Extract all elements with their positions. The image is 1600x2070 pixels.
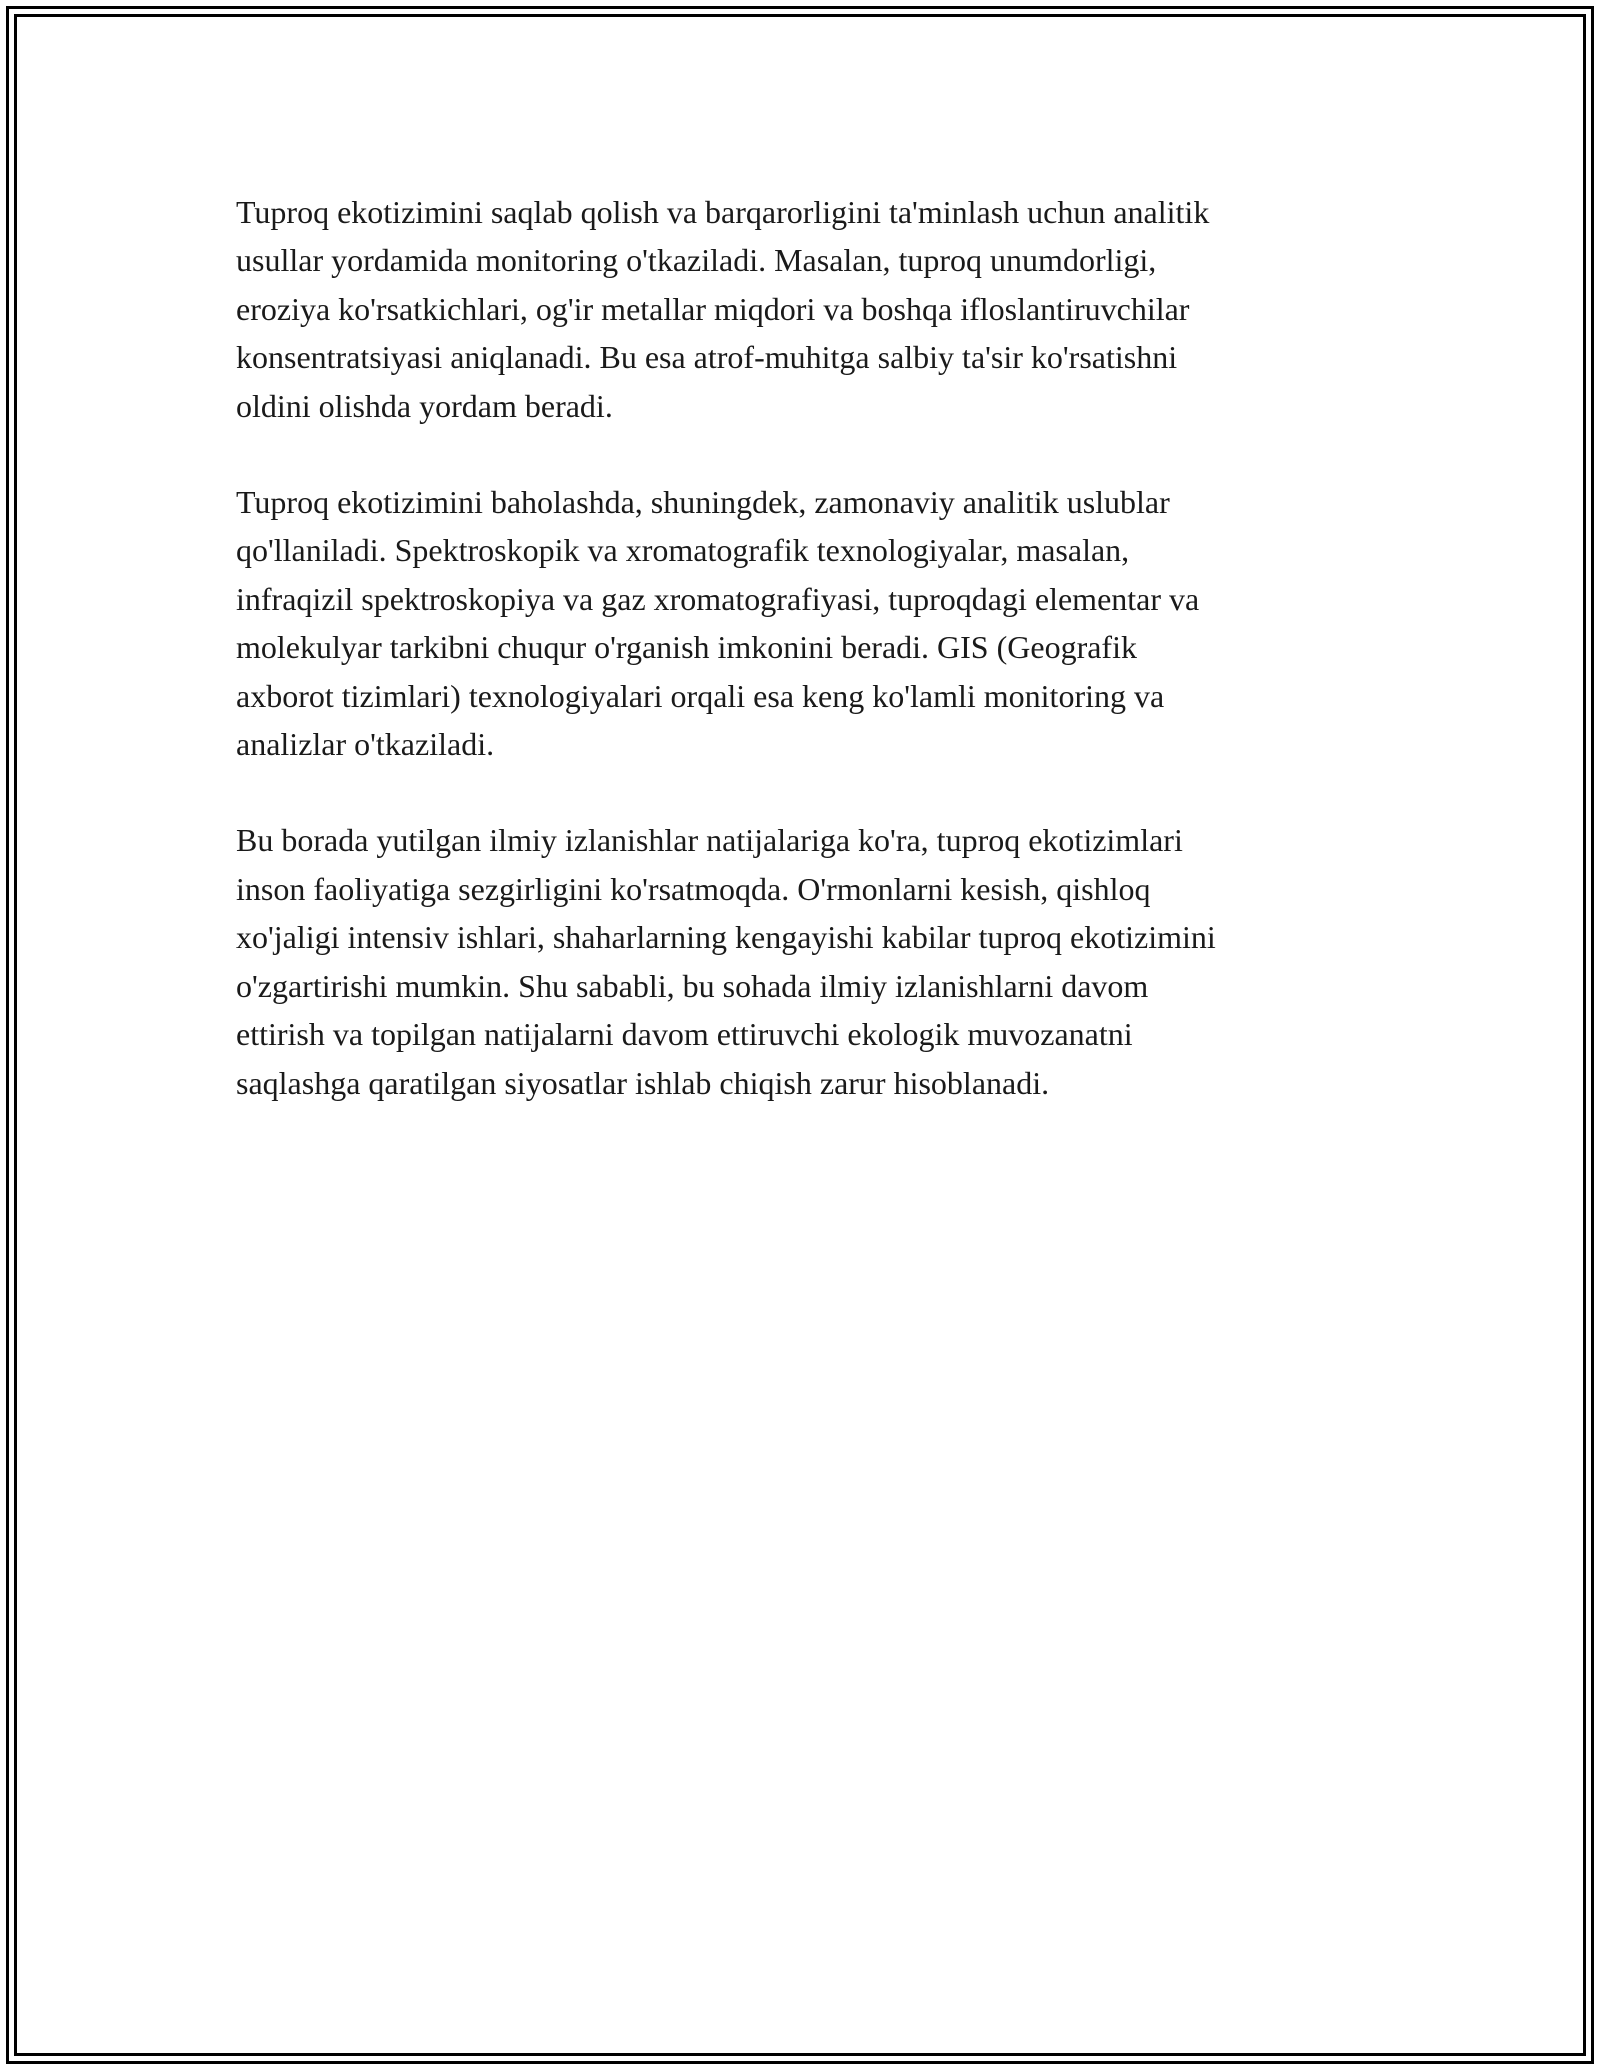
paragraph-2: Tuproq ekotizimini baholashda, shuningdek, zamonaviy analitik uslublar qo'llaniladi. Spektroskopik va xromatografik texnologiyalar, masalan, infraqizil spektroskopiya va gaz xromatografiyasi, tuproqdagi elementar va molekulyar tarkibni chuqur o'rganish imkonini beradi. GIS (Geografik axborot tizimlari) texnologiyalari orqali esa keng ko'lamli monitoring va analizlar o'tkaziladi.: [236, 484, 1200, 763]
document-body: [236, 188, 1364, 1155]
paragraph-1: Tuproq ekotizimini saqlab qolish va barqarorligini ta'minlash uchun analitik usullar yordamida monitoring o'tkaziladi. Masalan, tuproq unumdorligi, eroziya ko'rsatkichlari, og'ir metallar miqdori va boshqa ifloslantiruvchilar konsentratsiyasi aniqlanadi. Bu esa atrof-muhitga salbiy ta'sir ko'rsatishni oldini olishda yordam beradi.: [236, 194, 1210, 424]
paragraph-3: Bu borada yutilgan ilmiy izlanishlar natijalariga ko'ra, tuproq ekotizimlari inson faoliyatiga sezgirligini ko'rsatmoqda. O'rmonlarni kesish, qishloq xo'jaligi intensiv ishlari, shaharlarning kengayishi kabilar tuproq ekotizimini o'zgartirishi mumkin. Shu sababli, bu sohada ilmiy izlanishlarni davom ettirish va topilgan natijalarni davom ettiruvchi ekologik muvozanatni saqlashga qaratilgan siyosatlar ishlab chiqish zarur hisoblanadi.: [236, 822, 1216, 1101]
